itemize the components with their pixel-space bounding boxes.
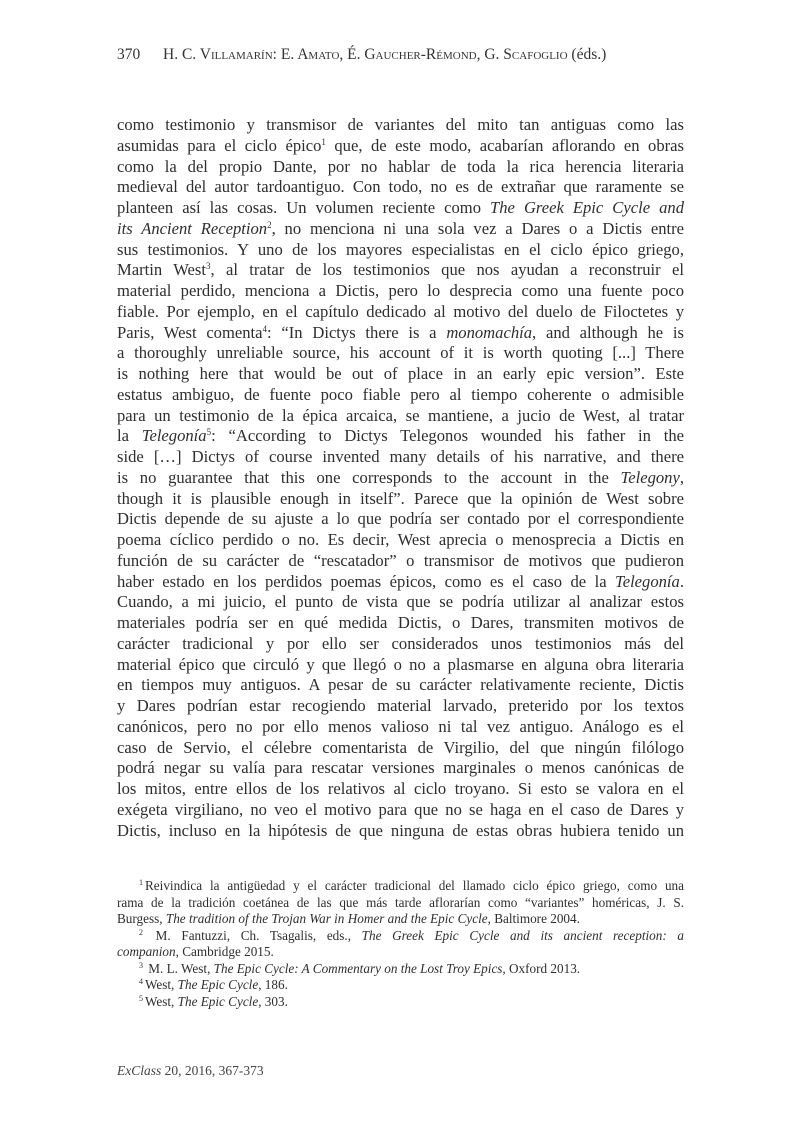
italic-term: Telegonía bbox=[141, 426, 207, 446]
text-line: como testimonio y transmisor de variantes del mito tan antiguas como las bbox=[117, 115, 684, 134]
running-head: 370 H. C. Villamarín: E. Amato, É. Gaucher-Rémond, G. Scafoglio (éds.) bbox=[117, 46, 607, 63]
text-line: estatus ambiguo, de fuente poco fiable pero al tiempo coherente o admisible bbox=[117, 384, 684, 404]
footnote-ref-5[interactable]: 5 bbox=[206, 427, 212, 438]
page-footer bbox=[117, 1063, 264, 1079]
text-line: though it is plausible enough in itself”. Parece que la opinión de West sobre bbox=[117, 488, 684, 508]
book-title: The Greek Epic Cycle and its ancient reception: a bbox=[361, 927, 684, 943]
body-text bbox=[117, 115, 684, 841]
text-line: is nothing here that would be out of place in an early epic version”. Este bbox=[117, 364, 684, 383]
text-line: Martin West$^3$, al tratar de los testimonios que nos ayudan a reconstruir el bbox=[117, 260, 684, 280]
text-line: los mitos, entre ellos de los relativos al ciclo troyano. Si esto se valora en el bbox=[117, 779, 684, 798]
italic-term: Telegonía bbox=[615, 571, 680, 591]
footnote-number: 4 bbox=[139, 977, 143, 986]
text-line: en tiempos muy antiguos. A pesar de su carácter relativamente reciente, Dictis bbox=[117, 675, 684, 695]
text-line: haber estado en los perdidos poemas épicos, como es el caso de la Telegonía. bbox=[117, 571, 684, 591]
footnote-number: 2 bbox=[139, 927, 143, 937]
text-line: a thoroughly unreliable source, his account of it is worth quoting [...] There bbox=[117, 343, 684, 363]
text-line: sus testimonios. Y uno de los mayores especialistas en el ciclo épico griego, bbox=[117, 239, 684, 259]
text-line: y Dares podrían estar recogiendo material larvado, preterido por los textos bbox=[117, 696, 684, 715]
eds-label: (éds.) bbox=[571, 46, 607, 63]
book-title: The tradition of the Trojan War in Homer and the Epic Cycle bbox=[165, 911, 488, 926]
text-line: poema cíclico perdido o no. Es decir, West aprecia o menosprecia a Dictis en bbox=[117, 530, 684, 549]
footnote-number: 5 bbox=[139, 993, 143, 1003]
footnote-2: $^2$ M. Fantuzzi, Ch. Tsagalis, eds., The Greek Epic Cycle and its ancient reception: a companion, Cambridge 2015. bbox=[117, 927, 684, 959]
text-line: material épico que circuló y que llegó o no a plasmarse en alguna obra literaria bbox=[117, 654, 684, 674]
book-title: The Greek Epic Cycle and bbox=[490, 198, 684, 217]
journal-name: ExClass bbox=[117, 1063, 162, 1078]
page-number: 370 bbox=[117, 46, 141, 63]
footnote-number: 1 bbox=[139, 878, 143, 887]
text-line: para un testimonio de la épica arcaica, se mantiene, a jucio de West, al tratar bbox=[117, 405, 684, 425]
text-line: Paris, West comenta$^4$: “In Dictys there is a monomachía, and although he is bbox=[117, 322, 684, 342]
book-title: The Epic Cycle: A Commentary on the Lost Troy Epics, bbox=[213, 960, 506, 976]
text-line: Cuando, a mi juicio, el punto de vista que se podría utilizar al analizar estos bbox=[117, 592, 684, 612]
editors: E. Amato, É. Gaucher-Rémond, G. Scafoglio bbox=[280, 46, 568, 63]
text-line: Dictis depende de su ajuste a lo que podría ser contado por el correspondiente bbox=[117, 509, 684, 529]
text-line: asumidas para el ciclo épico$^1$ que, de este modo, acabarían aflorando en obras bbox=[117, 135, 684, 155]
text-line: función de su carácter de “rescatador” o transmisor de motivos que pudieron bbox=[117, 550, 684, 570]
citation: 20, 2016, 367-373 bbox=[161, 1063, 264, 1078]
text-line: fiable. Por ejemplo, en el capítulo dedicado al motivo del duelo de Filoctetes y bbox=[117, 301, 684, 321]
footnote-ref-2[interactable]: 2 bbox=[267, 219, 272, 230]
footnote-3: $^3$ M. L. West, The Epic Cycle: A Commentary on the Lost Troy Epics, Oxford 2013. bbox=[139, 960, 581, 976]
footnote-number: 3 bbox=[139, 960, 143, 970]
footnote-4: $^4$ West, The Epic Cycle, 186. bbox=[139, 977, 288, 992]
text-line: materiales podría ser en qué medida Dictis, o Dares, transmiten motivos de bbox=[117, 613, 684, 632]
text-line: podrá negar su valía para rescatar versiones marginales o menos canónicas de bbox=[117, 758, 684, 778]
text-line: planteen así las cosas. Un volumen reciente como The Greek Epic Cycle and bbox=[117, 198, 684, 217]
text-line: medieval del autor tardoantiguo. Con todo, no es de extrañar que raramente se bbox=[117, 177, 684, 197]
footnote-5: $^5$ West, The Epic Cycle, 303. bbox=[139, 993, 288, 1009]
italic-term: Telegony bbox=[620, 467, 680, 487]
text-line: exégeta virgiliano, no veo el motivo para que no se haga en el caso de Dares y bbox=[117, 799, 684, 819]
text-line: la Telegonía$^5$: “According to Dictys Telegonos wounded his father in the bbox=[117, 426, 684, 446]
text-line: como la del propio Dante, por no hablar de toda la rica herencia literaria bbox=[117, 156, 684, 176]
footnotes bbox=[117, 878, 684, 1010]
text-line: caso de Servio, el célebre comentarista de Virgilio, del que ningún filólogo bbox=[117, 737, 684, 757]
text-line: material perdido, menciona a Dictis, pero lo desprecia como una fuente poco bbox=[117, 281, 684, 300]
book-title: The Epic Cycle bbox=[177, 977, 259, 992]
book-title: its Ancient Reception bbox=[117, 218, 268, 238]
text-line: is no guarantee that this one corresponds to the account in the Telegony, bbox=[117, 467, 684, 487]
footnote-ref-4[interactable]: 4 bbox=[262, 323, 268, 334]
text-line: carácter tradicional y por ello ser considerados unos testimonios más del bbox=[117, 633, 684, 653]
footnote-ref-3[interactable]: 3 bbox=[205, 261, 211, 272]
text-line: canónicos, pero no por ello menos valioso ni tal vez antiguo. Análogo es el bbox=[117, 716, 684, 736]
text-line: side […] Dictys of course invented many details of his narrative, and there bbox=[117, 447, 684, 466]
book-title: The Epic Cycle bbox=[177, 993, 259, 1009]
footnote-1: $^1$ Reivindica la antigüedad y el carácter tradicional del llamado ciclo épico griego, como una rama de la tradición coetánea de las que más tarde aflorarían como “variantes” homéricas, J. S. Burgess, The tradition of the Trojan War in Homer and the Epic Cycle, Baltimore 2004. bbox=[117, 878, 684, 926]
author: H. C. Villamarín bbox=[163, 46, 273, 63]
text-line: its Ancient Reception$^2$, no menciona ni una sola vez a Dares o a Dictis entre bbox=[117, 218, 684, 238]
footnote-ref-1[interactable]: 1 bbox=[321, 136, 326, 147]
italic-term: monomachía bbox=[446, 322, 533, 342]
book-title: companion bbox=[117, 944, 176, 959]
text-line: Dictis, incluso en la hipótesis de que ninguna de estas obras hubiera tenido un bbox=[117, 820, 684, 840]
